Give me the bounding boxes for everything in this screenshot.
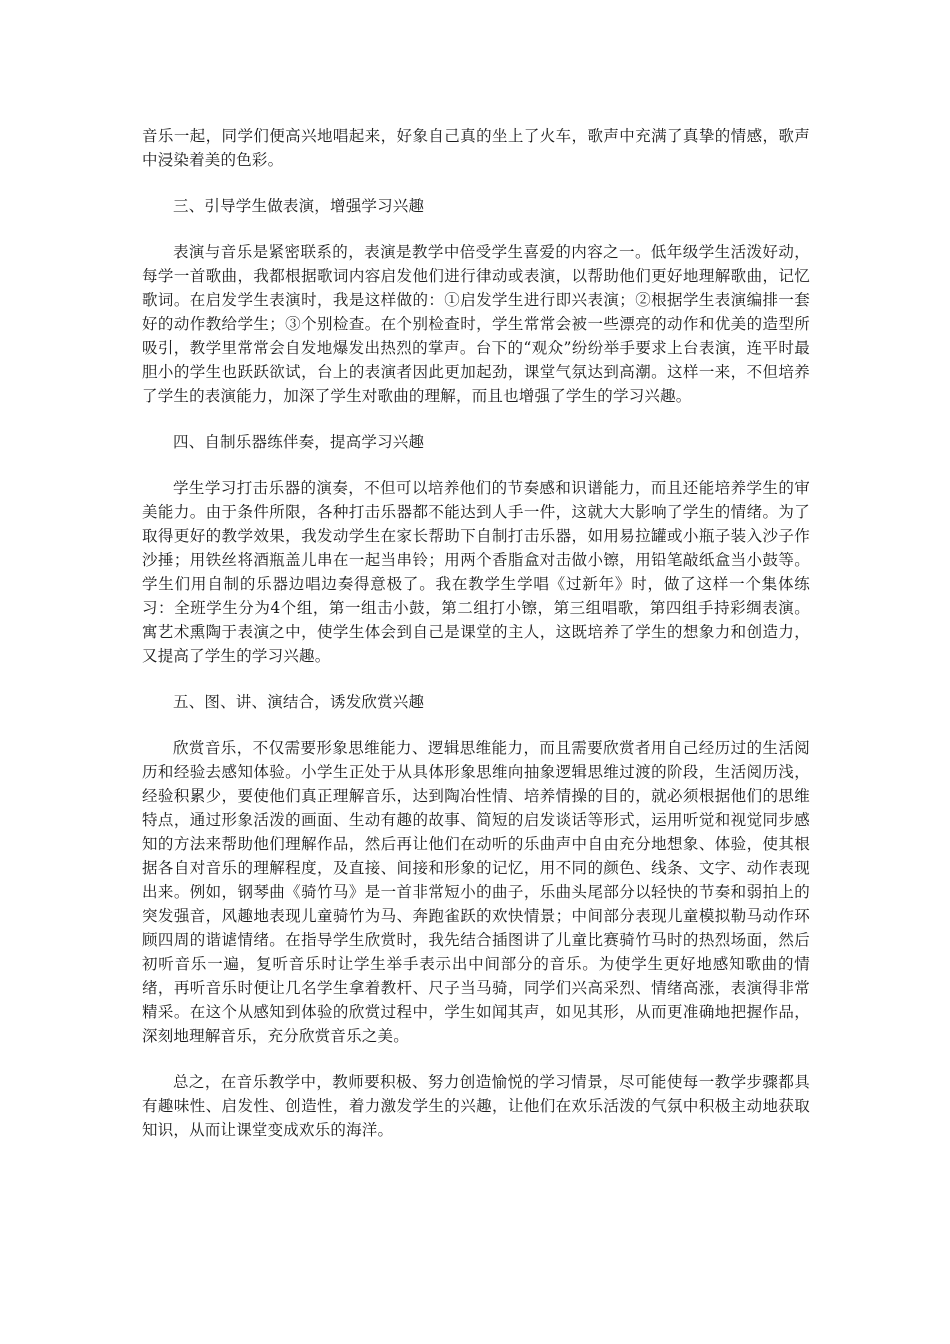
document-body	[142, 124, 810, 1142]
paragraph-intro-continued: 音乐一起，同学们便高兴地唱起来，好象自己真的坐上了火车，歌声中充满了真挚的情感，歌声中浸染着美的色彩。	[142, 127, 810, 169]
paragraph-section-3: 表演与音乐是紧密联系的，表演是教学中倍受学生喜爱的内容之一。低年级学生活泼好动，每学一首歌曲，我都根据歌词内容启发他们进行律动或表演，以帮助他们更好地理解歌曲，记忆歌词。在启发学生表演时，我是这样做的：①启发学生进行即兴表演；②根据学生表演编排一套好的动作教给学生；③个别检查。在个别检查时，学生常常会被一些漂亮的动作和优美的造型所吸引，教学里常常会自发地爆发出热烈的掌声。台下的“观众”纷纷举手要求上台表演，连平时最胆小的学生也跃跃欲试，台上的表演者因此更加起劲，课堂气氛达到高潮。这样一来，不但培养了学生的表演能力，加深了学生对歌曲的理解，而且也增强了学生的学习兴趣。	[142, 243, 810, 405]
paragraph-conclusion: 总之，在音乐教学中，教师要积极、努力创造愉悦的学习情景，尽可能使每一教学步骤都具有趣味性、启发性、创造性，着力激发学生的兴趣，让他们在欢乐活泼的气氛中积极主动地获取知识，从而让课堂变成欢乐的海洋。	[142, 1073, 810, 1139]
section-heading-5: 五、图、讲、演结合，诱发欣赏兴趣	[173, 693, 425, 711]
paragraph-section-5: 欣赏音乐，不仅需要形象思维能力、逻辑思维能力，而且需要欣赏者用自己经历过的生活阅历和经验去感知体验。小学生正处于从具体形象思维向抽象逻辑思维过渡的阶段，生活阅历浅，经验积累少，要使他们真正理解音乐，达到陶冶性情、培养情操的目的，就必须根据他们的思维特点，通过形象活泼的画面、生动有趣的故事、简短的启发谈话等形式，运用听觉和视觉同步感知的方法来帮助他们理解作品，然后再让他们在动听的乐曲声中自由充分地想象、体验，使其根据各自对音乐的理解程度，及直接、间接和形象的记忆，用不同的颜色、线条、文字、动作表现出来。例如，钢琴曲《骑竹马》是一首非常短小的曲子，乐曲头尾部分以轻快的节奏和弱拍上的突发强音，风趣地表现儿童骑竹为马、奔跑雀跃的欢快情景；中间部分表现儿童模拟勒马动作环顾四周的谐谑情绪。在指导学生欣赏时，我先结合插图讲了儿童比赛骑竹马时的热烈场面，然后初听音乐一遍，复听音乐时让学生举手表示出中间部分的音乐。为使学生更好地感知歌曲的情绪，再听音乐时便让几名学生拿着教杆、尺子当马骑，同学们兴高采烈、情绪高涨，表演得非常精采。在这个从感知到体验的欣赏过程中，学生如闻其声，如见其形，从而更准确地把握作品，深刻地理解音乐，充分欣赏音乐之美。	[142, 739, 810, 1045]
section-heading-3: 三、引导学生做表演，增强学习兴趣	[173, 197, 425, 215]
paragraph-section-4: 学生学习打击乐器的演奏，不但可以培养他们的节奏感和识谱能力，而且还能培养学生的审美能力。由于条件所限，各种打击乐器都不能达到人手一件，这就大大影响了学生的情绪。为了取得更好的教学效果，我发动学生在家长帮助下自制打击乐器，如用易拉罐或小瓶子装入沙子作沙捶；用铁丝将酒瓶盖儿串在一起当串铃；用两个香脂盒对击做小镲，用铅笔敲纸盒当小鼓等。学生们用自制的乐器边唱边奏得意极了。我在教学生学唱《过新年》时，做了这样一个集体练习：全班学生分为4个组，第一组击小鼓，第二组打小镲，第三组唱歌，第四组手持彩绸表演。寓艺术熏陶于表演之中，使学生体会到自己是课堂的主人，这既培养了学生的想象力和创造力，又提高了学生的学习兴趣。	[142, 479, 810, 665]
section-heading-4: 四、自制乐器练伴奏，提高学习兴趣	[173, 433, 425, 451]
